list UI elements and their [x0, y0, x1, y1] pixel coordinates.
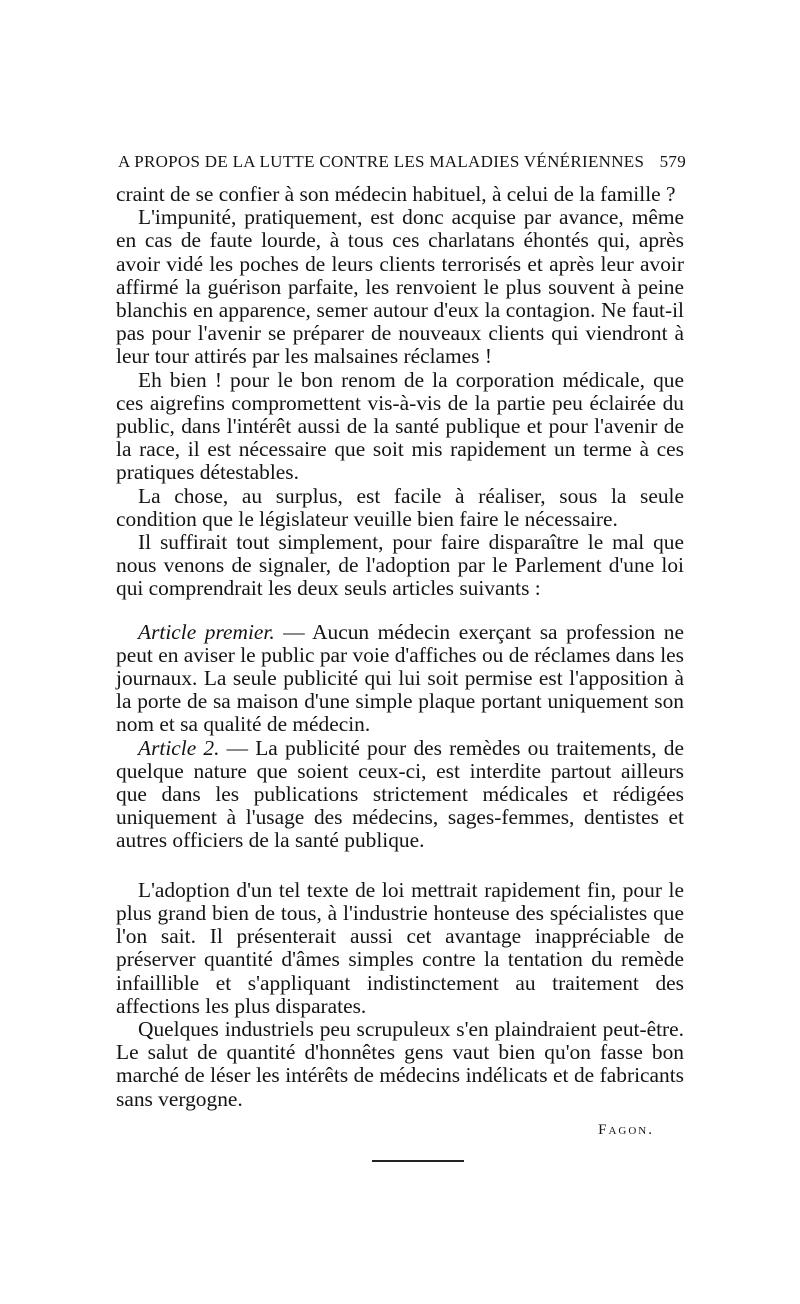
closing-paragraph-2: Quelques industriels peu scrupuleux s'en plaindraient peut-être. Le salut de quantité d'honnêtes gens vaut bien qu'on fasse bon marché de léser les intérêts de médecins indélicats et de fabricants sans vergogne.	[116, 1016, 684, 1111]
paragraph-3: Eh bien ! pour le bon renom de la corporation médicale, que ces aigrefins compromettent vis-à-vis de la partie peu éclairée du public, dans l'intérêt aussi de la santé publique et pour l'avenir de la race, il est nécessaire que soit mis rapidement un terme à ces pratiques détestables.	[116, 367, 684, 485]
spacer	[116, 853, 684, 879]
paragraph-4: La chose, au surplus, est facile à réaliser, sous la seule condition que le législateur veuille bien faire le nécessaire.	[116, 483, 684, 531]
spacer	[116, 601, 684, 621]
paragraph-5: Il suffirait tout simplement, pour faire disparaître le mal que nous venons de signaler, de l'adoption par le Parlement d'une loi qui comprendrait les deux seuls articles suivants :	[116, 530, 684, 601]
article-1-text: — Aucun médecin exerçant sa profession ne peut en aviser le public par voie d'affiches ou de réclames dans les journaux. La seule publicité qui lui soit permise est l'apposition à la porte de sa maison d'une simple plaque portant uniquement son nom et sa qualité de médecin.	[116, 619, 684, 737]
article-2-heading: Article 2.	[138, 735, 220, 760]
article-1-heading: Article premier.	[138, 619, 275, 644]
page-number: 579	[659, 152, 686, 171]
signature: Fagon.	[598, 1121, 654, 1138]
paragraph-1: craint de se confier à son médecin habituel, à celui de la famille ?	[116, 182, 676, 206]
article-2-text: — La publicité pour des remèdes ou traitements, de quelque nature que soient ceux-ci, est interdite partout ailleurs que dans les publications strictement médicales et rédigées uniquement à l'usage des médecins, sages-femmes, dentistes et autres officiers de la santé publique.	[116, 735, 684, 853]
article-1	[116, 621, 684, 737]
end-rule	[372, 1160, 464, 1162]
running-head	[118, 152, 686, 172]
article-2	[116, 737, 684, 853]
paragraph-2: L'impunité, pratiquement, est donc acquise par avance, même en cas de faute lourde, à tous ces charlatans éhontés qui, après avoir vidé les poches de leurs clients terrorisés et après leur avoir affirmé la guérison parfaite, les renvoient le plus souvent à peine blanchis en apparence, semer autour d'eux la contagion. Ne faut-il pas pour l'avenir se préparer de nouveaux clients qui viendront à leur tour attirés par les malsaines réclames !	[116, 205, 684, 369]
article-body	[116, 183, 684, 1142]
closing-paragraph-1: L'adoption d'un tel texte de loi mettrait rapidement fin, pour le plus grand bien de tous, à l'industrie honteuse des spécialistes que l'on sait. Il présenterait aussi cet avantage inappréciable de préserver quantité d'âmes simples contre la tentation du remède infaillible et s'appliquant indistinctement au traitement des affections les plus disparates.	[116, 877, 684, 1018]
running-title: A PROPOS DE LA LUTTE CONTRE LES MALADIES VÉNÉRIENNES	[118, 152, 645, 171]
